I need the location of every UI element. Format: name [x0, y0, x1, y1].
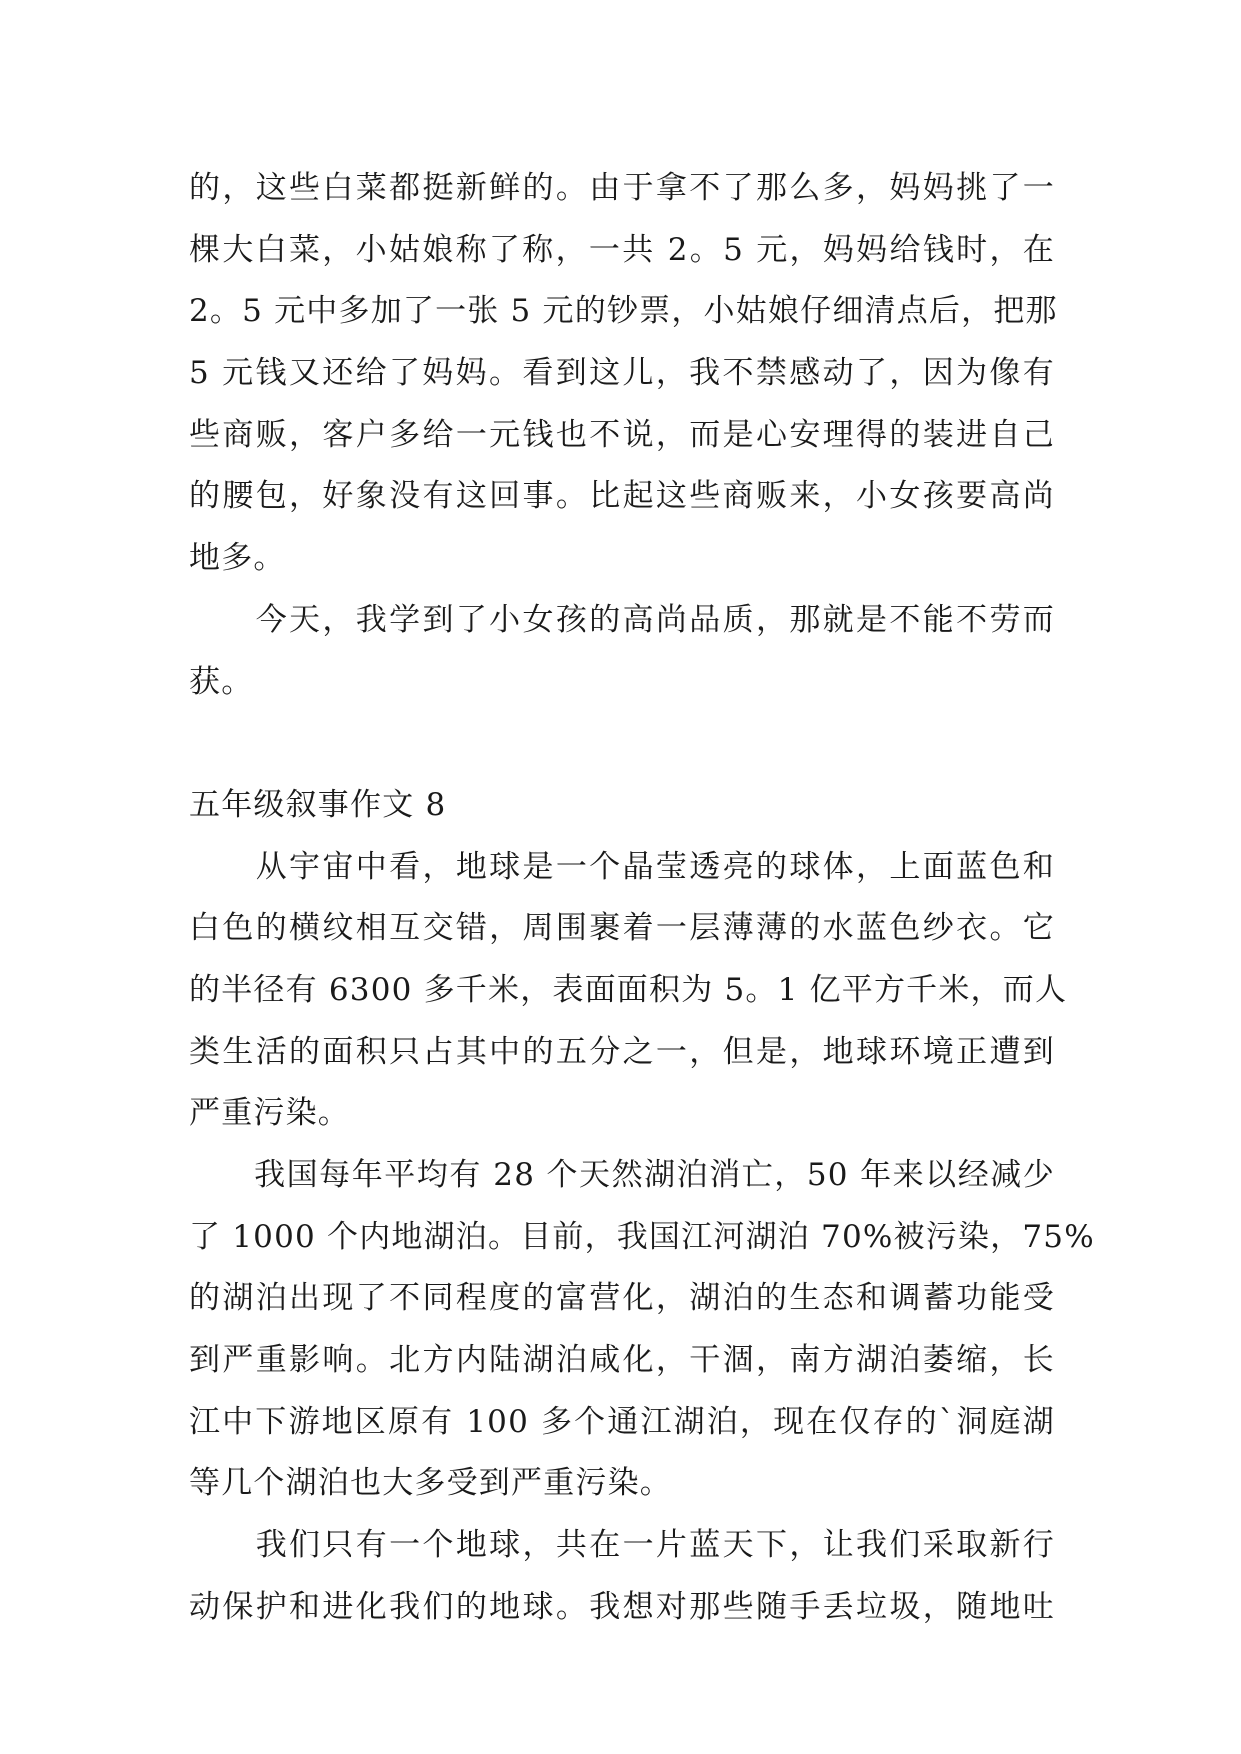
- text-line: 获。: [189, 663, 254, 700]
- text-line: 了 1000 个内地湖泊。目前，我国江河湖泊 70%被污染，75%: [189, 1218, 1095, 1255]
- text-line: 我国每年平均有 28 个天然湖泊消亡，50 年来以经减少: [189, 1157, 1055, 1193]
- essay-title: 五年级叙事作文 8: [189, 786, 447, 823]
- text-line: 动保护和进化我们的地球。我想对那些随手丢垃圾，随地吐: [189, 1588, 1055, 1625]
- text-line: 我们只有一个地球，共在一片蓝天下，让我们采取新行: [189, 1527, 1055, 1564]
- text-line: 类生活的面积只占其中的五分之一，但是，地球环境正遭到: [189, 1033, 1055, 1070]
- text-line: 地多。: [189, 540, 286, 577]
- text-line: 等几个湖泊也大多受到严重污染。: [189, 1465, 672, 1502]
- section-gap: [189, 713, 1055, 775]
- text-line: 2。5 元中多加了一张 5 元的钞票，小姑娘仔细清点后，把那: [189, 293, 1058, 330]
- text-line: 江中下游地区原有 100 多个通江湖泊，现在仅存的`洞庭湖: [189, 1403, 1055, 1440]
- text-line: 的半径有 6300 多千米，表面面积为 5。1 亿平方千米，而人: [189, 971, 1068, 1008]
- document-page: [189, 158, 1095, 1639]
- text-line: 的湖泊出现了不同程度的富营化，湖泊的生态和调蓄功能受: [189, 1280, 1055, 1317]
- text-line: 从宇宙中看，地球是一个晶莹透亮的球体，上面蓝色和: [189, 848, 1055, 885]
- text-line: 5 元钱又还给了妈妈。看到这儿，我不禁感动了，因为像有: [189, 355, 1055, 392]
- text-line: 白色的横纹相互交错，周围裹着一层薄薄的水蓝色纱衣。它: [189, 910, 1055, 947]
- text-line: 棵大白菜，小姑娘称了称，一共 2。5 元，妈妈给钱时，在: [189, 231, 1055, 268]
- text-line: 些商贩，客户多给一元钱也不说，而是心安理得的装进自己: [189, 416, 1055, 453]
- text-line: 的，这些白菜都挺新鲜的。由于拿不了那么多，妈妈挑了一: [189, 170, 1055, 206]
- text-line: 到严重影响。北方内陆湖泊咸化，干涸，南方湖泊萎缩，长: [189, 1342, 1055, 1379]
- text-line: 今天，我学到了小女孩的高尚品质，那就是不能不劳而: [189, 601, 1055, 638]
- text-line: 严重污染。: [189, 1095, 350, 1132]
- text-line: 的腰包，好象没有这回事。比起这些商贩来，小女孩要高尚: [189, 478, 1055, 515]
